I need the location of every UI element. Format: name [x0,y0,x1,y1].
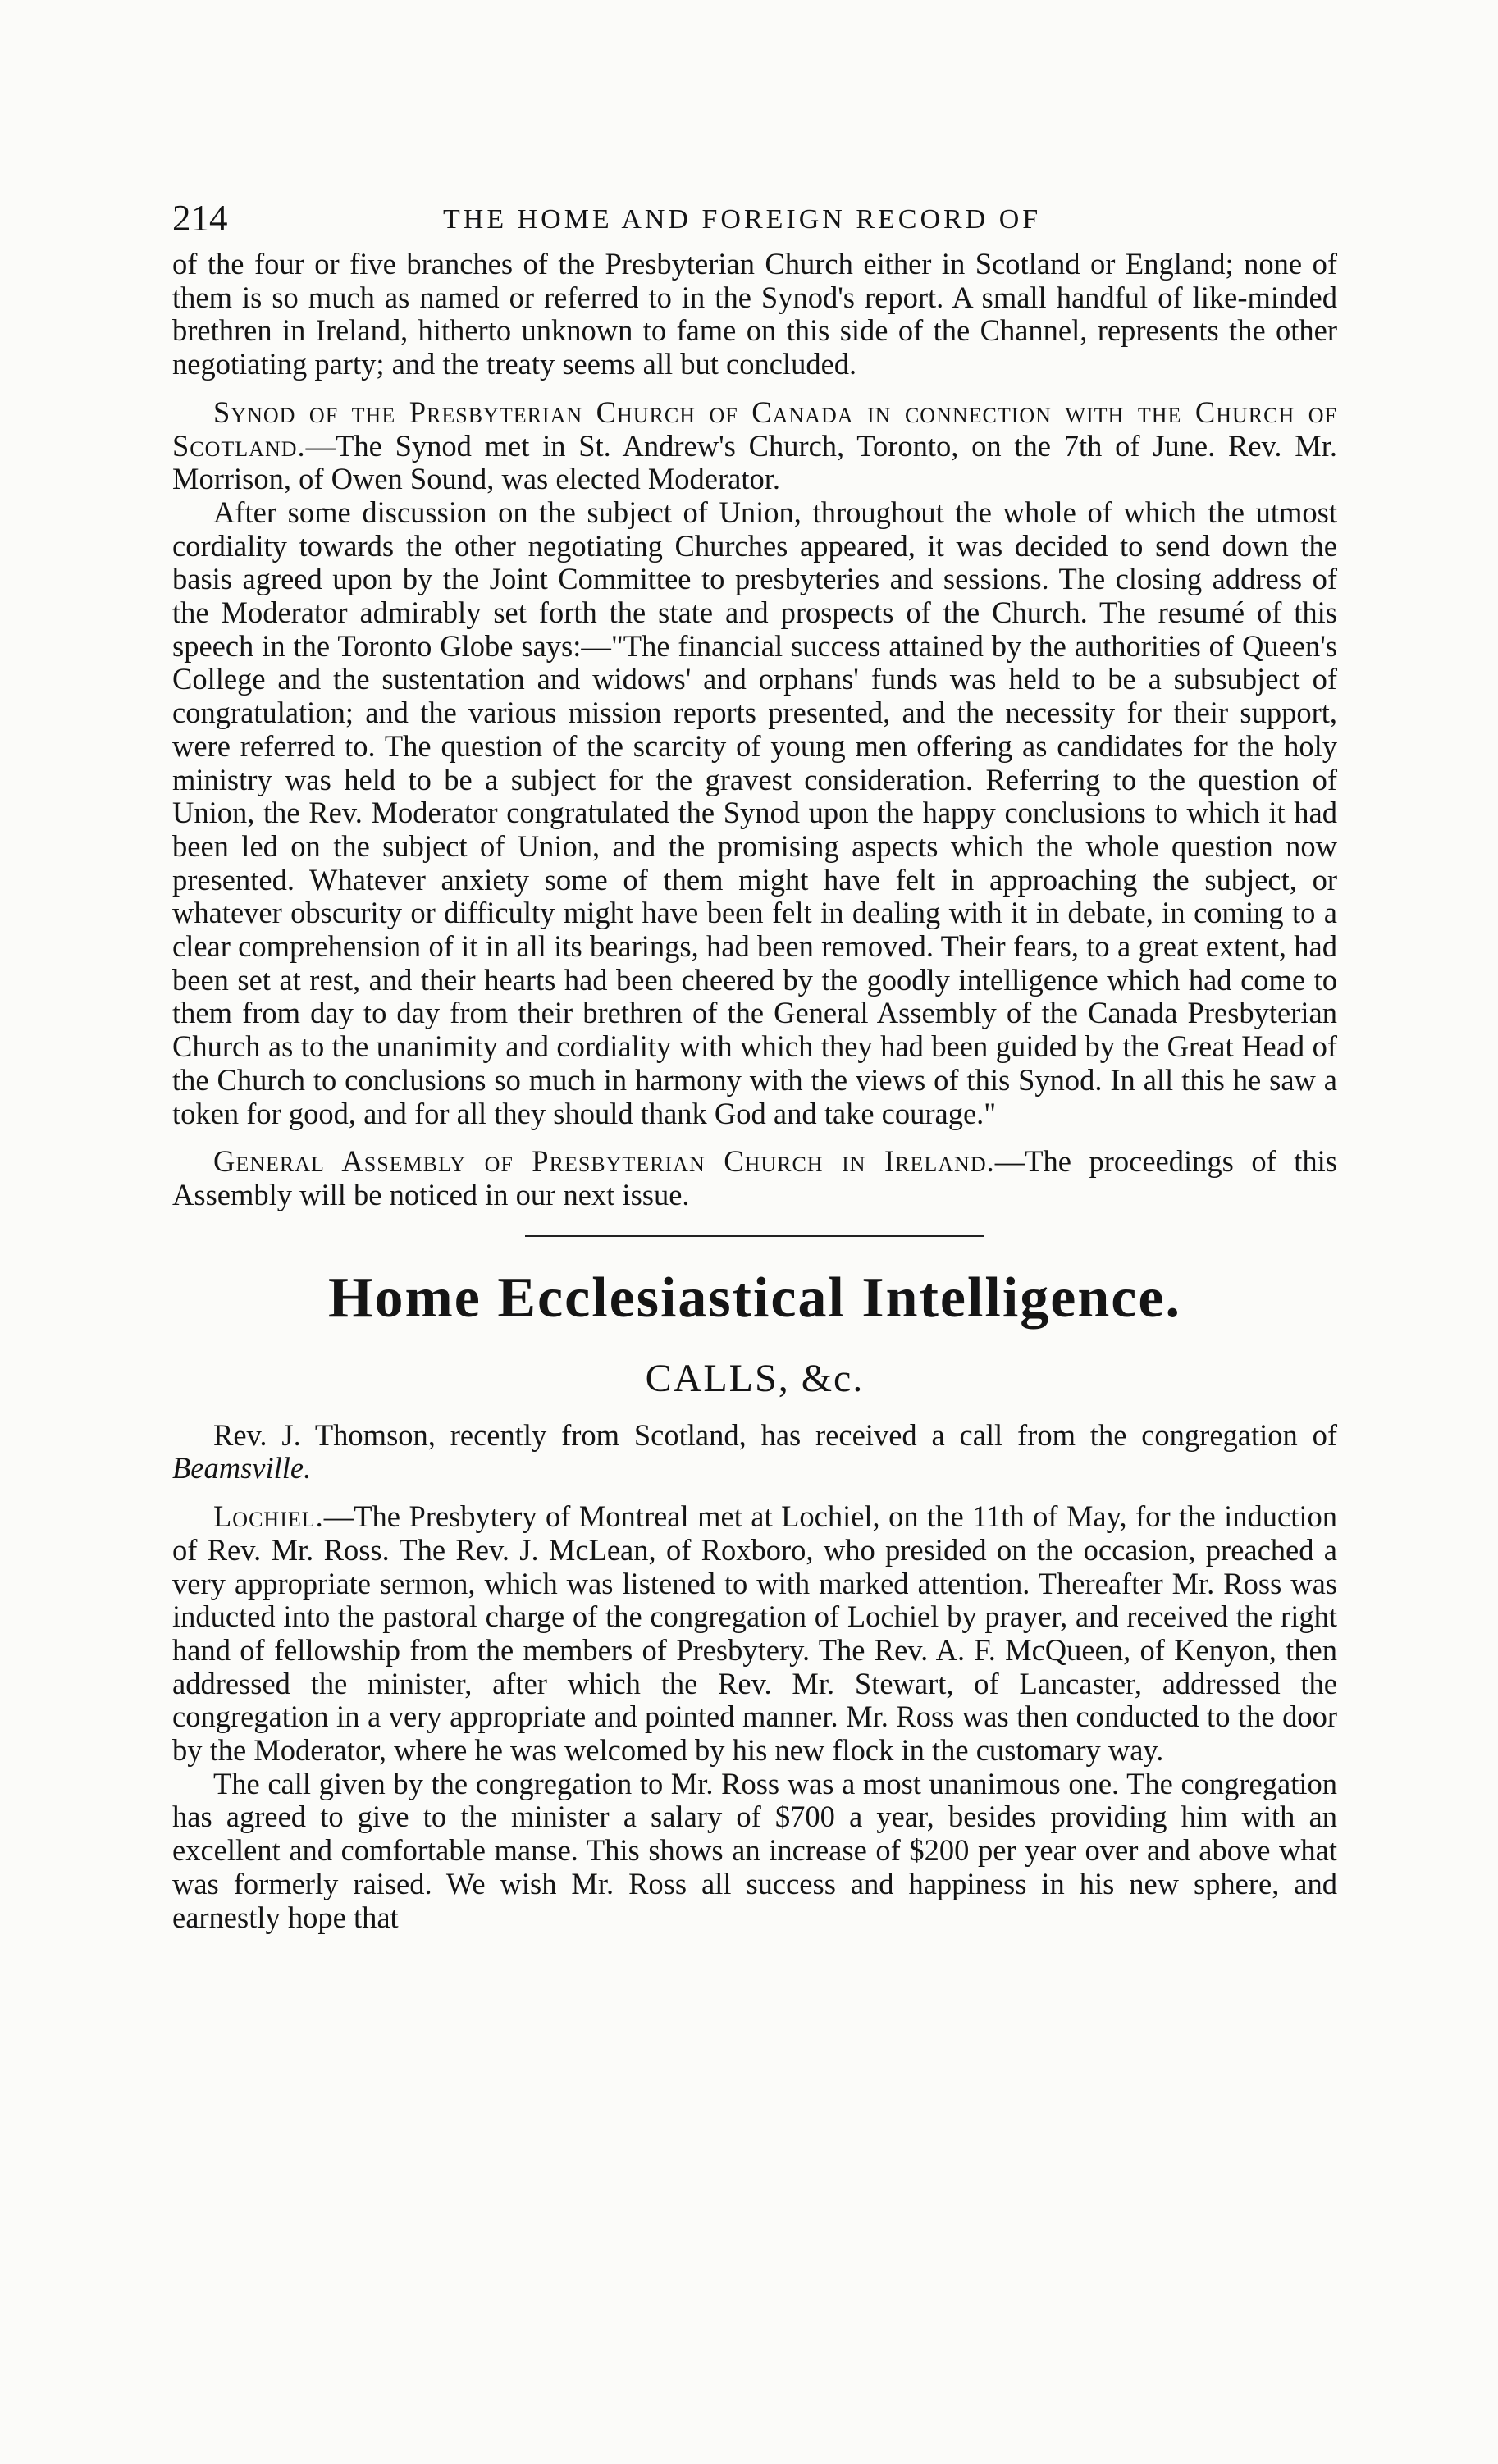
lochiel-paragraph [172,1500,1337,1768]
calls-text: Rev. J. Thomson, recently from Scotland, has received a call from the congregation of [213,1417,1337,1452]
synod-text: —The Synod met in St. Andrew's Church, Toronto, on the 7th of June. Rev. Mr. Morrison, of Owen Sound, was elected Moderator. [172,428,1337,496]
lochiel-heading: Lochiel. [213,1499,324,1534]
calls-place: Beamsville. [172,1451,312,1485]
section-heading: Home Ecclesiastical Intelligence. [328,1266,1181,1330]
page-content [172,194,1337,1934]
lochiel-text: —The Presbytery of Montreal met at Lochiel, on the 11th of May, for the induction of Rev. Mr. Ross. The Rev. J. McLean, of Roxboro, who presided on the occasion, preached a very appropriate sermon, which was listened to with marked attention. Thereafter Mr. Ross was inducted into the pastoral charge of the congregation of Lochiel by prayer, and received the right hand of fellowship from the members of Presbytery. The Rev. A. F. McQueen, of Kenyon, then addressed the minister, after which the Rev. Mr. Stewart, of Lancaster, addressed the congregation in a very appropriate and pointed manner. Mr. Ross was then conducted to the door by the Moderator, where he was welcomed by his new flock in the customary way. [172,1499,1337,1768]
running-head [172,194,1337,243]
assembly-heading: General Assembly of Presbyterian Church in Ireland. [213,1144,995,1179]
call-details-paragraph: The call given by the congregation to Mr. Ross was a most unanimous one. The congregation has agreed to give to the minister a salary of $700 a year, besides providing him with an excellent and comfortable manse. This shows an increase of $200 per year over and above what was formerly raised. We wish Mr. Ross all success and happiness in his new sphere, and earnestly hope that [172,1766,1337,1934]
journal-title: THE HOME AND FOREIGN RECORD OF [443,204,1042,235]
assembly-text: —The proceedings of this Assembly will be noticed in our next issue. [172,1144,1337,1211]
synod-paragraph [172,396,1337,496]
page-number: 214 [172,198,228,239]
calls-heading: CALLS, &c. [645,1356,865,1400]
calls-paragraph [172,1419,1337,1485]
intro-paragraph: of the four or five branches of the Presbyterian Church either in Scotland or England; none of them is so much as named or referred to in the Synod's report. A small handful of like-minded brethren in Ireland, hitherto unknown to fame on this side of the Channel, represents the other negotiating party; and the treaty seems all but concluded. [172,247,1337,381]
discussion-paragraph: After some discussion on the subject of Union, throughout the whole of which the utmost cordiality towards the other negotiating Churches appeared, it was decided to send down the basis agreed upon by the Joint Committee to presbyteries and sessions. The closing address of the Moderator admirably set forth the state and prospects of the Church. The resumé of this speech in the Toronto Globe says:—"The financial success attained by the authorities of Queen's College and the sustentation and widows' and orphans' funds was held to be a subsubject of congratulation; and the various mission reports presented, and the necessity for their support, were referred to. The question of the scarcity of young men offering as candidates for the holy ministry was held to be a subject for the gravest consideration. Referring to the question of Union, the Rev. Moderator congratulated the Synod upon the happy conclusions to which it had been led on the subject of Union, and the promising aspects which the whole question now presented. Whatever anxiety some of them might have felt in approaching the subject, or whatever obscurity or difficulty might have been felt in dealing with it in debate, in coming to a clear comprehension of it in all its bearings, had been removed. Their fears, to a great extent, had been set at rest, and their hearts had been cheered by the goodly intelligence which had come to them from day to day from their brethren of the General Assembly of the Canada Presbyterian Church as to the unanimity and cordiality with which they had been guided by the Great Head of the Church to conclusions so much in harmony with the views of this Synod. In all this he saw a token for good, and for all they should thank God and take courage." [172,495,1337,1130]
section-divider [525,1235,984,1237]
synod-heading: Synod of the Presbyterian Church of Canada in connection with the Church of Scotland. [172,395,1337,463]
assembly-paragraph [172,1145,1337,1211]
